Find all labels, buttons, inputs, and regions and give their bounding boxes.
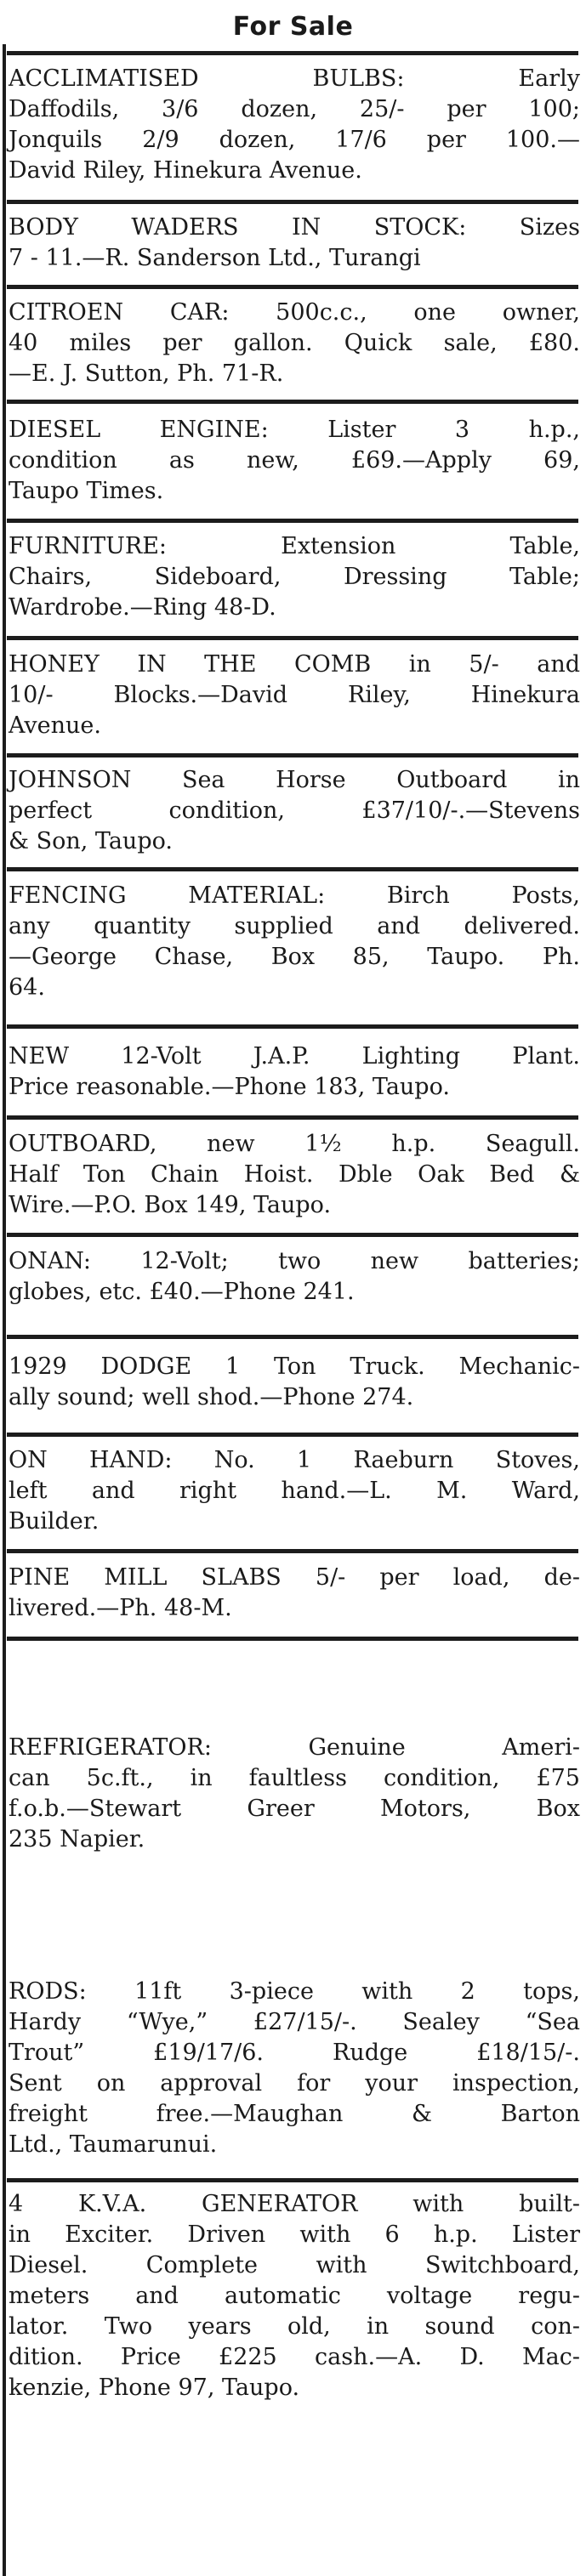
ad-line: Hardy “Wye,” £27/15/-. Sealey “Sea	[9, 2009, 580, 2035]
ad-line: freight free.—Maughan & Barton	[9, 2101, 580, 2127]
ad-line: any quantity supplied and delivered.	[9, 913, 580, 939]
ad-line: JOHNSON Sea Horse Outboard in	[9, 767, 580, 793]
ad-line: globes, etc. £40.—Phone 241.	[9, 1279, 355, 1305]
ad-bulbs	[9, 64, 580, 186]
ad-line: meters and automatic voltage regu-	[9, 2283, 580, 2309]
ad-line: dition. Price £225 cash.—A. D. Mac-	[9, 2344, 580, 2370]
ad-line: 64.	[9, 974, 45, 1001]
ad-line: Wardrobe.—Ring 48-D.	[9, 594, 276, 621]
ad-pine-slabs	[9, 1563, 580, 1624]
rule-5	[7, 636, 578, 640]
rule-14	[7, 1637, 578, 1641]
ad-line: 4 K.V.A. GENERATOR with built-	[9, 2191, 580, 2217]
ad-line: Chairs, Sideboard, Dressing Table;	[9, 564, 580, 590]
ad-onan	[9, 1246, 580, 1308]
ad-line: Ltd., Taumarunui.	[9, 2131, 218, 2158]
ad-line: —E. J. Sutton, Ph. 71-R.	[9, 360, 284, 387]
rule-9	[7, 1115, 578, 1120]
ad-line: David Riley, Hinekura Avenue.	[9, 157, 362, 184]
ad-johnson-outboard	[9, 765, 580, 857]
rule-1	[7, 200, 578, 204]
ad-diesel-engine	[9, 415, 580, 507]
ad-line: 7 - 11.—R. Sanderson Ltd., Turangi	[9, 245, 421, 271]
ad-dodge-truck	[9, 1352, 580, 1413]
ad-line: PINE MILL SLABS 5/- per load, de-	[9, 1564, 580, 1591]
ad-line: FENCING MATERIAL: Birch Posts,	[9, 882, 580, 909]
rule-13	[7, 1549, 578, 1553]
rule-0	[7, 51, 578, 55]
ad-waders	[9, 213, 580, 274]
rule-6	[7, 753, 578, 757]
ad-refrigerator	[9, 1733, 580, 1855]
ad-line: left and right hand.—L. M. Ward,	[9, 1478, 580, 1504]
ad-line: perfect condition, £37/10/-.—Stevens	[9, 797, 580, 824]
ad-line: kenzie, Phone 97, Taupo.	[9, 2375, 300, 2401]
ad-line: OUTBOARD, new 1½ h.p. Seagull.	[9, 1131, 580, 1157]
ad-line: 10/- Blocks.—David Riley, Hinekura	[9, 682, 580, 708]
ad-line: FURNITURE: Extension Table,	[9, 533, 580, 559]
column-left-border	[3, 44, 6, 2576]
ad-line: Trout” £19/17/6. Rudge £18/15/-.	[9, 2040, 580, 2066]
ad-seagull-outboard	[9, 1129, 580, 1221]
ad-line: Sent on approval for your inspection,	[9, 2070, 580, 2097]
ad-line: Price reasonable.—Phone 183, Taupo.	[9, 1074, 450, 1100]
ad-fencing	[9, 881, 580, 1003]
ad-line: HONEY IN THE COMB in 5/- and	[9, 651, 580, 678]
ad-honey	[9, 650, 580, 741]
ad-line: ACCLIMATISED BULBS: Early	[9, 65, 580, 92]
ad-line: Builder.	[9, 1508, 100, 1535]
ad-line: Half Ton Chain Hoist. Dble Oak Bed &	[9, 1161, 580, 1188]
ad-line: ally sound; well shod.—Phone 274.	[9, 1384, 414, 1410]
ad-line: & Son, Taupo.	[9, 828, 173, 854]
ad-line: in Exciter. Driven with 6 h.p. Lister	[9, 2221, 580, 2248]
ad-line: Taupo Times.	[9, 478, 164, 504]
ad-line: ONAN: 12-Volt; two new batteries;	[9, 1248, 580, 1274]
ad-furniture	[9, 531, 580, 623]
section-heading: For Sale	[232, 12, 354, 42]
ad-line: can 5c.ft., in faultless condition, £75	[9, 1765, 580, 1791]
rule-12	[7, 1433, 578, 1437]
ad-line: f.o.b.—Stewart Greer Motors, Box	[9, 1796, 580, 1822]
ad-line: 235 Napier.	[9, 1826, 145, 1853]
ad-line: DIESEL ENGINE: Lister 3 h.p.,	[9, 417, 580, 443]
ad-line: 1929 DODGE 1 Ton Truck. Mechanic-	[9, 1353, 580, 1380]
ad-line: REFRIGERATOR: Genuine Ameri-	[9, 1734, 580, 1761]
rule-11	[7, 1335, 578, 1339]
ad-line: NEW 12-Volt J.A.P. Lighting Plant.	[9, 1043, 580, 1070]
ad-line: livered.—Ph. 48-M.	[9, 1595, 232, 1621]
rule-4	[7, 519, 578, 523]
ad-line: Wire.—P.O. Box 149, Taupo.	[9, 1192, 332, 1218]
ad-line: Diesel. Complete with Switchboard,	[9, 2252, 580, 2278]
ad-lighting-plant	[9, 1041, 580, 1103]
rule-8	[7, 1024, 578, 1029]
ad-line: BODY WADERS IN STOCK: Sizes	[9, 214, 580, 241]
rule-3	[7, 400, 578, 404]
ad-line: lator. Two years old, in sound con-	[9, 2313, 580, 2340]
ad-line: —George Chase, Box 85, Taupo. Ph.	[9, 944, 580, 970]
ad-citroen	[9, 298, 580, 389]
ad-line: CITROEN CAR: 500c.c., one owner,	[9, 299, 580, 326]
ad-line: RODS: 11ft 3-piece with 2 tops,	[9, 1978, 580, 2005]
ad-line: condition as new, £69.—Apply 69,	[9, 447, 580, 474]
ad-line: ON HAND: No. 1 Raeburn Stoves,	[9, 1447, 580, 1473]
rule-2	[7, 285, 578, 289]
ad-line: Jonquils 2/9 dozen, 17/6 per 100.—	[9, 127, 580, 153]
rule-10	[7, 1233, 578, 1237]
rule-7	[7, 867, 578, 871]
ad-line: Daffodils, 3/6 dozen, 25/- per 100;	[9, 96, 580, 122]
ad-line: Avenue.	[9, 712, 101, 739]
ad-line: 40 miles per gallon. Quick sale, £80.	[9, 330, 580, 356]
ad-raeburn-stoves	[9, 1445, 580, 1537]
ad-rods	[9, 1977, 580, 2160]
rule-15	[7, 2178, 578, 2182]
ad-generator	[9, 2189, 580, 2403]
